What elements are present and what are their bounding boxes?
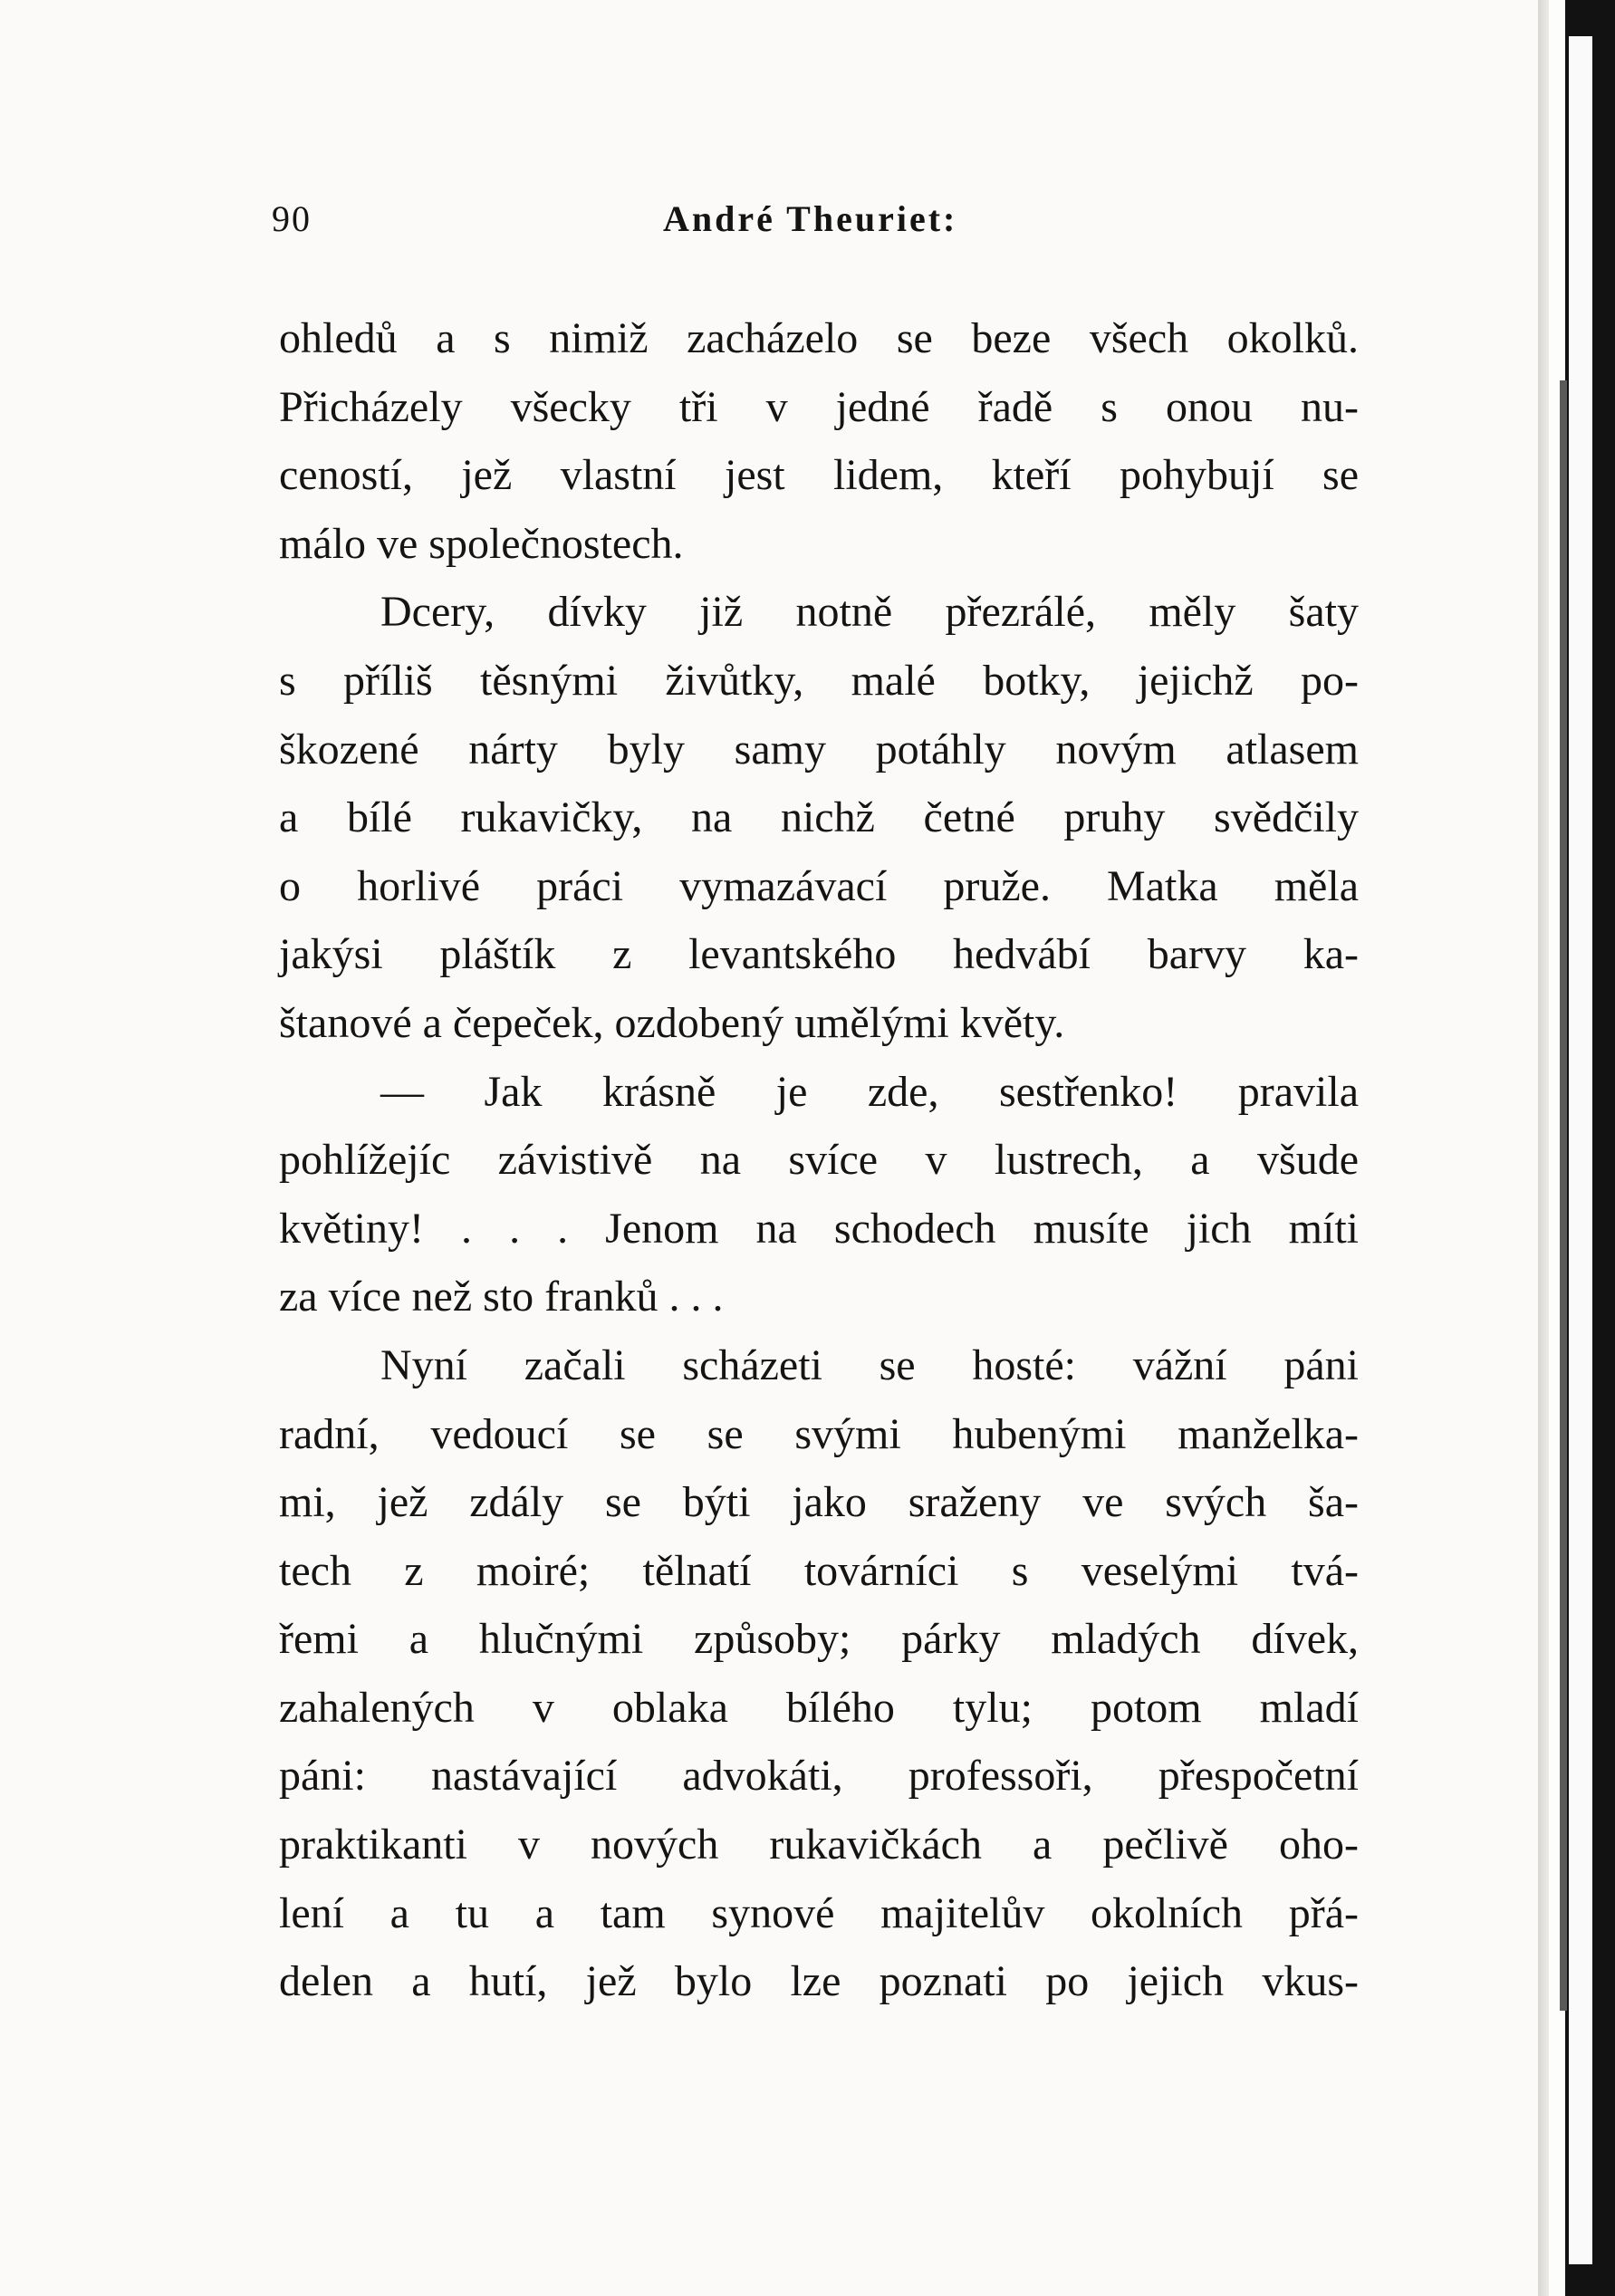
text-line: praktikanti v nových rukavičkách a pečlivě oho- (279, 1820, 1359, 1869)
facing-page-sliver (1569, 36, 1592, 2264)
text-line: škozené nárty byly samy potáhly novým atlasem (279, 725, 1359, 773)
text-line: radní, vedoucí se se svými hubenými manželka- (279, 1409, 1359, 1458)
text-line: řemi a hlučnými způsoby; párky mladých dívek, (279, 1615, 1359, 1664)
binding-shadow (1560, 380, 1567, 2011)
text-line: málo ve společnostech. (279, 519, 684, 568)
text-line: delen a hutí, jež bylo lze poznati po jejich vkus- (279, 1957, 1359, 2006)
text-line: zahalených v oblaka bílého tylu; potom mladí (279, 1683, 1359, 1732)
text-line: štanové a čepeček, ozdobený umělými květy. (279, 998, 1065, 1047)
text-line: mi, jež zdály se býti jako sraženy ve svých ša- (279, 1478, 1359, 1527)
text-line: — Jak krásně je zde, sestřenko! pravila (380, 1067, 1359, 1116)
text-line: ohledů a s nimiž zacházelo se beze všech okolků. (279, 314, 1359, 362)
running-title: André Theuriet: (663, 198, 958, 239)
text-line: s příliš těsnými živůtky, malé botky, jejichž po- (279, 656, 1359, 705)
page-edge-shadow (1538, 0, 1549, 2296)
text-line: květiny! . . . Jenom na schodech musíte jich míti (279, 1204, 1359, 1253)
text-line: za více než sto franků . . . (279, 1273, 724, 1321)
text-line: pohlížejíc závistivě na svíce v lustrech, a všude (279, 1136, 1359, 1185)
text-line: Dcery, dívky již notně přezrálé, měly šaty (380, 588, 1359, 637)
text-line: Přicházely všecky tři v jedné řadě s onou nu- (279, 382, 1359, 431)
text-line: lení a tu a tam synové majitelův okolních přá- (279, 1888, 1359, 1937)
text-line: a bílé rukavičky, na nichž četné pruhy svědčily (279, 793, 1359, 842)
text-line: páni: nastávající advokáti, professoři, přespočetní (279, 1752, 1359, 1801)
text-line: tech z moiré; tělnatí továrníci s veselými tvá- (279, 1546, 1359, 1595)
text-line: jakýsi pláštík z levantského hedvábí barvy ka- (279, 930, 1359, 979)
text-line: o horlivé práci vymazávací pruže. Matka měla (279, 861, 1359, 910)
page-header (272, 197, 1359, 243)
text-line: ceností, jež vlastní jest lidem, kteří pohybují se (279, 451, 1359, 500)
text-line: Nyní začali scházeti se hosté: vážní páni (380, 1340, 1359, 1389)
body-text (279, 304, 1359, 2016)
page-number: 90 (272, 198, 312, 239)
